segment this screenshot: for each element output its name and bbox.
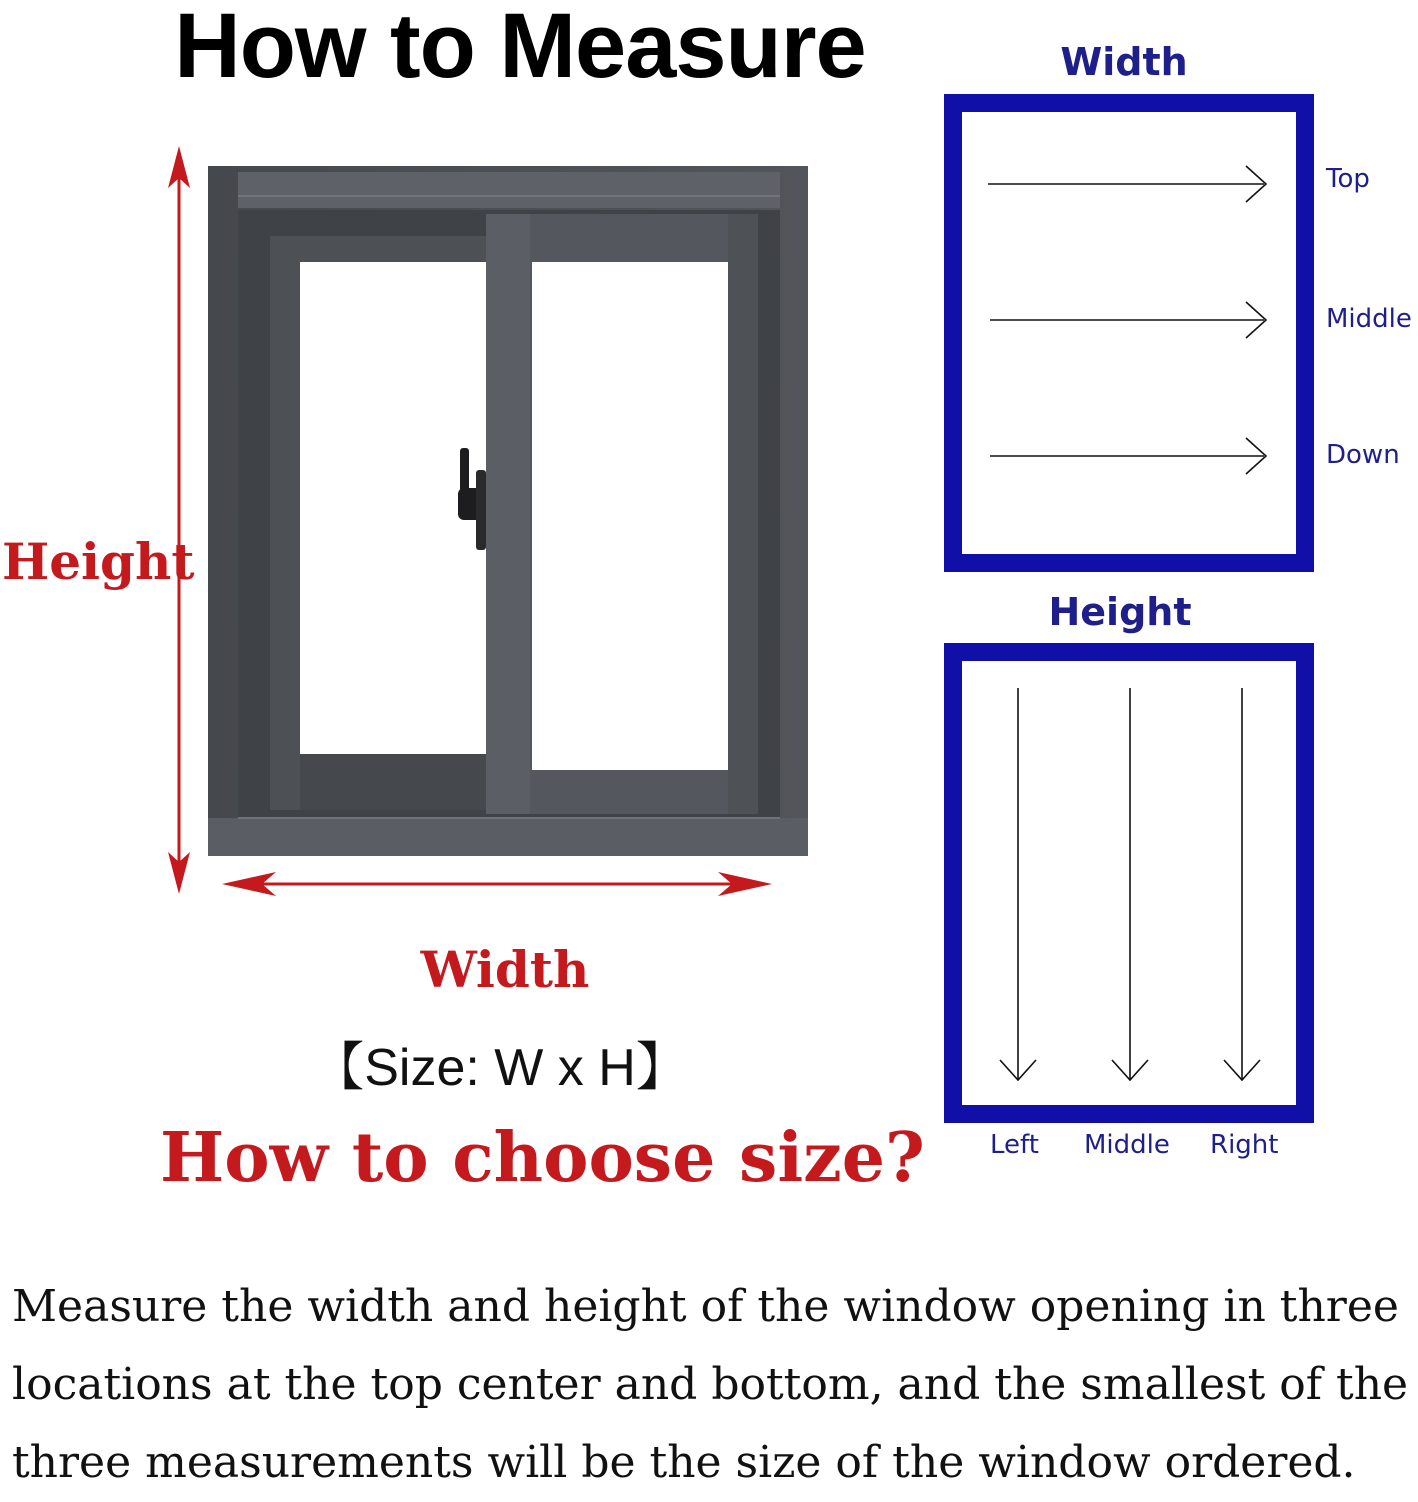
instructions-paragraph	[12, 1268, 1412, 1502]
height-col-right: Right	[1210, 1130, 1279, 1160]
window-sill	[208, 818, 808, 856]
meeting-stile	[486, 214, 532, 814]
choose-size-heading: How to choose size?	[160, 1118, 925, 1198]
right-glass	[532, 262, 728, 770]
instruction-line: Measure the width and height of the window opening in three	[12, 1281, 1399, 1332]
height-label: Height	[2, 532, 195, 591]
height-arrow	[168, 146, 190, 894]
width-panel	[953, 103, 1305, 563]
window-illustration	[208, 166, 808, 856]
height-panel	[953, 652, 1305, 1114]
width-row-middle: Middle	[1326, 304, 1412, 334]
height-col-left: Left	[990, 1130, 1039, 1160]
width-row-down: Down	[1326, 440, 1400, 470]
size-note: 【Size: W x H】	[312, 1039, 688, 1097]
height-col-middle: Middle	[1084, 1130, 1170, 1160]
page-title: How to Measure	[174, 0, 866, 97]
width-arrow	[222, 872, 772, 896]
instruction-line: three measurements will be the size of the window ordered.	[12, 1437, 1356, 1488]
width-label: Width	[420, 940, 590, 999]
width-panel-title: Width	[1060, 40, 1188, 84]
width-row-top: Top	[1326, 164, 1370, 194]
instruction-line: locations at the top center and bottom, and the smallest of the	[12, 1359, 1409, 1410]
window-top-rail	[238, 172, 780, 208]
height-panel-title: Height	[1048, 590, 1192, 634]
